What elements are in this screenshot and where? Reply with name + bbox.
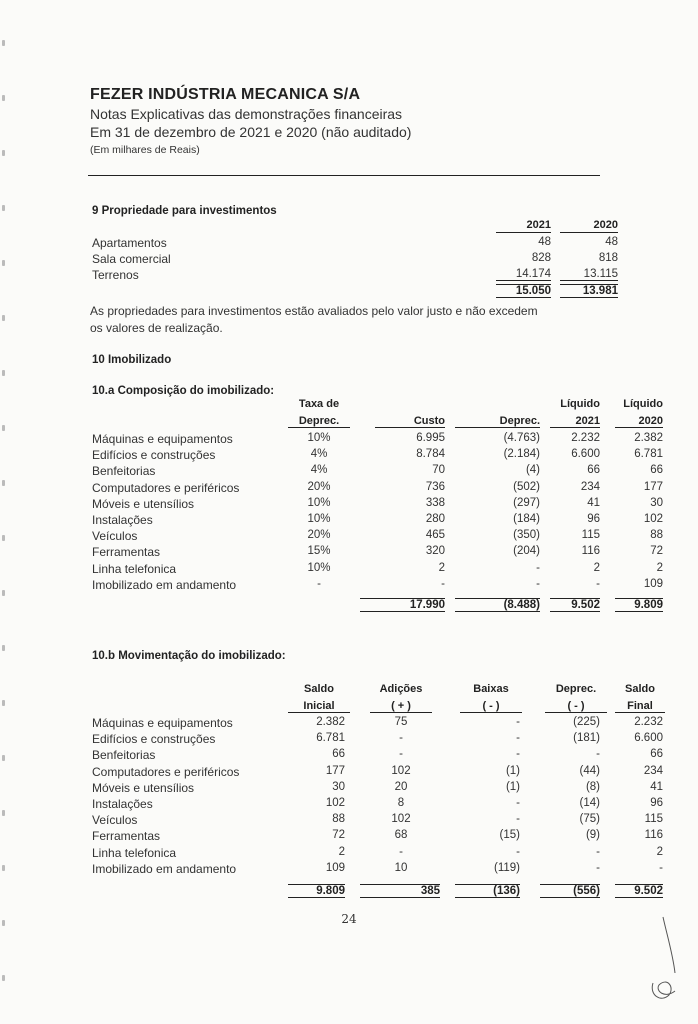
s10a-head-liq-2020-a: Líquido [623,398,663,410]
header-divider [88,175,600,176]
s9-row-2020: 818 [598,252,618,264]
s10a-row-liq-2020: 88 [650,529,663,542]
s10a-row-taxa: 4% [310,464,328,477]
s10a-head-custo: Custo [375,415,445,428]
s10b-row-deprec: (9) [585,829,600,842]
s10a-row-label: Linha telefonica [92,561,177,576]
header-subtitle-1: Notas Explicativas das demonstrações financeiras [90,106,403,122]
s10a-row-deprec: (297) [513,496,540,509]
s10b-row-final: 116 [644,829,663,842]
s10b-row-adicoes: 10 [394,861,408,874]
s10b-head-final: Final [615,700,665,713]
s10b-row-inicial: 6.781 [316,732,345,745]
s10a-row-taxa: - [317,577,321,590]
s10a-total-deprec: (8.488) [455,598,540,612]
s10b-row-inicial: 88 [332,813,345,826]
s10b-row-deprec: - [596,845,600,858]
s10b-row-baixas: (1) [505,780,520,793]
s10a-row-custo: 736 [425,480,445,493]
s10b-row-deprec: (44) [579,764,600,777]
s10a-row-label: Móveis e utensílios [92,496,195,511]
s10b-row-label: Benfeitorias [92,748,156,763]
s10b-row-inicial: 30 [332,780,345,793]
s10b-row-inicial: 2 [338,845,345,858]
s10b-row-label: Imobilizado em andamento [92,861,237,876]
s10a-row-label: Computadores e periféricos [92,480,240,495]
s10a-row-liq-2020: 177 [643,480,663,493]
s10a-row-liq-2020: 30 [650,496,663,509]
s10a-row-liq-2020: 6.781 [634,448,663,461]
s10a-row-custo: 8.784 [416,448,445,461]
s9-row-label: Sala comercial [92,252,171,266]
s9-row-2021: 48 [538,236,551,248]
s10b-head-mais: ( + ) [370,700,432,713]
s10b-row-adicoes: - [399,748,403,761]
s9-row-2021: 828 [531,252,551,264]
s10b-total-inicial: 9.809 [288,884,345,898]
s10b-row-final: 2.232 [634,716,663,728]
s10a-row-label: Veículos [92,529,138,544]
s10a-row-taxa: 10% [307,561,331,574]
s10a-row-liq-2020: 2 [656,561,663,574]
header-subtitle-2: Em 31 de dezembro de 2021 e 2020 (não auditado) [90,124,412,140]
page-number: 24 [341,912,357,926]
s10b-total-baixas: (136) [455,884,520,898]
s10b-row-label: Móveis e utensílios [92,780,195,795]
s10b-row-label: Linha telefonica [92,845,177,860]
s10a-row-liq-2021: 2 [593,561,600,574]
s10a-row-liq-2020: 102 [643,513,663,525]
s10a-row-custo: 280 [425,513,445,525]
s10a-row-deprec: (2.184) [503,448,540,461]
s10b-row-adicoes: 8 [397,797,405,809]
s9-col-2020: 2020 [560,219,618,233]
s10a-row-liq-2021: 6.600 [571,448,600,461]
company-name: FEZER INDÚSTRIA MECANICA S/A [90,86,361,103]
s10a-row-custo: 465 [425,529,445,542]
s10a-row-taxa: 10% [307,496,331,509]
s10a-head-taxa-2: Deprec. [288,415,350,428]
s10a-row-taxa: 15% [307,545,331,558]
s10a-row-deprec: (204) [513,545,540,558]
s10a-row-taxa: 20% [307,529,331,542]
s10a-row-custo: 320 [425,545,445,558]
s10a-row-liq-2021: 116 [581,545,600,558]
s10a-row-liq-2021: 234 [580,480,600,493]
s10a-head-liq-2020-b: 2020 [615,415,663,428]
s10a-row-deprec: (184) [513,513,540,525]
s10b-head-inicial: Inicial [288,700,350,713]
s10b-row-baixas: - [516,732,520,745]
s10a-row-label: Máquinas e equipamentos [92,432,233,446]
s10b-row-adicoes: 102 [391,813,411,826]
s10a-row-deprec: (350) [513,529,540,542]
s9-total-2020: 13.981 [560,284,618,298]
s9-col-2021: 2021 [496,219,551,233]
s10a-head-deprec: Deprec. [455,415,540,428]
s10b-row-final: - [659,861,663,874]
s10b-row-deprec: (14) [579,797,600,809]
s10b-row-inicial: 102 [325,797,345,809]
s9-row-2020: 48 [605,236,618,248]
s9-row-label: Terrenos [92,268,139,282]
s10a-row-liq-2020: 109 [643,577,663,590]
s10a-total-2020: 9.809 [615,598,663,612]
s9-note-line-1: As propriedades para investimentos estão avaliados pelo valor justo e não excedem [90,304,538,318]
s10a-total-2021: 9.502 [550,598,600,612]
s10a-row-deprec: - [536,561,540,574]
section-10b-title: 10.b Movimentação do imobilizado: [92,650,286,662]
s10b-row-inicial: 72 [332,829,345,842]
s10b-row-baixas: (1) [505,764,520,777]
s10a-row-label: Instalações [92,513,153,527]
s10b-row-inicial: 177 [325,764,345,777]
s10b-head-saldo-1: Saldo [304,683,334,695]
s10b-total-final: 9.502 [615,884,663,898]
s10b-row-deprec: - [596,748,600,761]
s10a-head-taxa-1: Taxa de [298,398,340,410]
section-9-title: 9 Propriedade para investimentos [92,205,277,217]
handwritten-initials-mark [645,915,685,1005]
s10b-row-inicial: 66 [332,748,345,761]
page-binding-edge [0,0,8,1024]
s10a-row-liq-2021: 115 [581,529,600,542]
s9-total-2021: 15.050 [496,284,551,298]
s10a-row-label: Imobilizado em andamento [92,577,237,592]
s10b-row-label: Veículos [92,813,138,828]
s10a-row-liq-2021: 41 [587,496,600,509]
s9-row-2021: 14.174 [496,268,551,281]
s10b-head-menos-2: ( - ) [545,700,607,713]
s10a-row-liq-2021: 2.232 [571,432,600,444]
s10a-row-custo: 338 [425,496,445,509]
s10b-row-label: Máquinas e equipamentos [92,716,233,730]
s10b-row-final: 234 [643,764,663,777]
s10a-row-taxa: 10% [307,513,331,525]
header-currency-note: (Em milhares de Reais) [90,144,200,156]
s10a-row-taxa: 20% [307,480,331,493]
s10a-total-custo: 17.990 [360,598,445,612]
s10b-row-deprec: (225) [573,716,600,728]
s10b-row-deprec: (75) [579,813,600,826]
s10a-row-taxa: 4% [310,448,328,461]
s10b-row-baixas: - [516,716,520,728]
s10a-head-liq-2021-b: 2021 [550,415,600,428]
s10a-row-liq-2020: 2.382 [634,432,663,444]
s10b-row-final: 96 [650,797,663,809]
s10b-row-adicoes: 20 [394,780,408,793]
s9-row-label: Apartamentos [92,236,167,250]
s10b-row-adicoes: 102 [391,764,411,777]
s10a-row-deprec: (502) [513,480,540,493]
s10b-total-deprec: (556) [540,884,600,898]
s10b-row-label: Ferramentas [92,829,161,844]
s10b-row-deprec: - [596,861,600,874]
s10a-row-custo: 6.995 [416,432,445,444]
s10a-row-deprec: - [536,577,540,590]
s10b-row-final: 115 [644,813,663,826]
s10b-row-final: 6.600 [634,732,663,745]
s10a-row-custo: 2 [438,561,445,574]
section-10a-title: 10.a Composição do imobilizado: [92,385,275,397]
s10b-row-inicial: 109 [325,861,345,874]
s10a-head-liq-2021-a: Líquido [560,398,600,410]
s10b-row-label: Computadores e periféricos [92,764,240,779]
s10b-row-label: Instalações [92,797,153,811]
s10a-row-deprec: (4) [525,464,540,477]
s10b-head-menos-1: ( - ) [460,700,522,713]
s9-note-line-2: os valores de realização. [90,321,223,335]
s10b-head-deprec: Deprec. [555,683,597,695]
section-10-title: 10 Imobilizado [92,354,172,366]
s10a-row-label: Ferramentas [92,545,161,560]
s10b-row-deprec: (8) [585,780,600,793]
s10a-row-label: Benfeitorias [92,464,156,479]
s10b-head-baixas: Baixas [473,683,509,695]
s10b-row-final: 2 [656,845,663,858]
s10a-row-custo: - [441,577,445,590]
s9-row-2020: 13.115 [560,268,618,281]
s10a-row-custo: 70 [432,464,445,477]
s10b-row-baixas: (119) [494,861,520,874]
s10a-row-liq-2021: 96 [587,513,600,525]
s10b-head-saldo-2: Saldo [625,683,655,695]
s10a-row-liq-2021: 66 [587,464,600,477]
s10b-row-adicoes: 75 [394,716,408,728]
s10b-row-adicoes: - [399,845,403,858]
s10a-row-liq-2021: - [596,577,600,590]
s10b-row-baixas: - [516,748,520,761]
s10b-row-baixas: - [516,797,520,809]
s10a-row-taxa: 10% [307,432,331,444]
s10b-row-baixas: (15) [499,829,520,842]
s10b-row-adicoes: 68 [394,829,408,842]
s10b-row-final: 41 [650,780,663,793]
s10a-row-deprec: (4.763) [503,432,540,444]
s10b-row-adicoes: - [399,732,403,745]
s10b-row-baixas: - [516,813,520,826]
s10b-head-adicoes: Adições [379,683,423,695]
s10b-row-label: Edifícios e construções [92,732,216,747]
s10b-row-baixas: - [516,845,520,858]
s10a-row-liq-2020: 66 [650,464,663,477]
s10b-row-deprec: (181) [573,732,600,745]
s10b-row-inicial: 2.382 [316,716,345,728]
s10b-total-adicoes: 385 [360,884,440,898]
s10b-row-final: 66 [650,748,663,761]
s10a-row-liq-2020: 72 [650,545,663,558]
s10a-row-label: Edifícios e construções [92,448,216,463]
